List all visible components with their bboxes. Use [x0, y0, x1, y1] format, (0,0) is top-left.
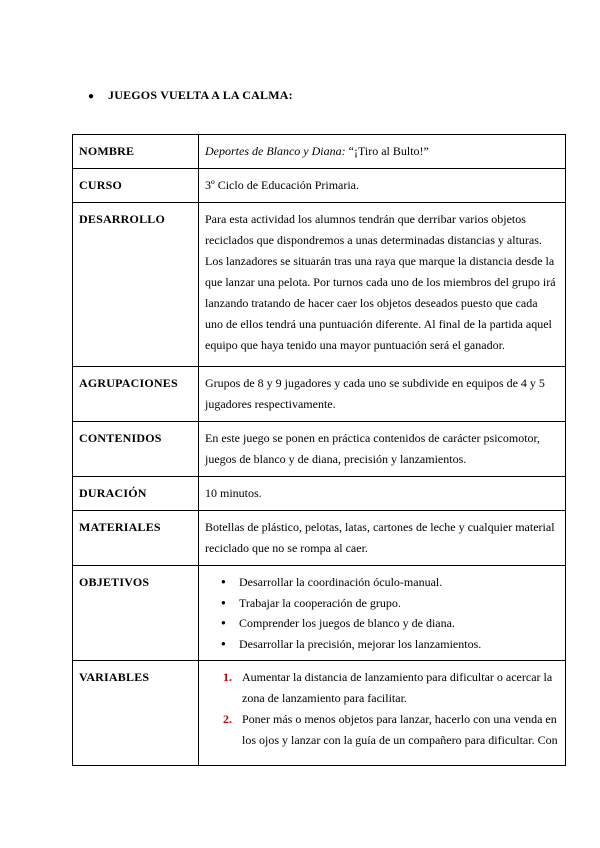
- list-item: ● Desarrollar la precisión, mejorar los lanzamientos.: [239, 634, 558, 655]
- row-duracion: [73, 477, 566, 511]
- row-nombre: [73, 135, 566, 169]
- row-objetivos: [73, 566, 566, 661]
- list-item: ● Desarrollar la coordinación óculo-manual.: [239, 572, 558, 593]
- value-agrupaciones: Grupos de 8 y 9 jugadores y cada uno se subdivide en equipos de 4 y 5 jugadores respectivamente.: [199, 367, 566, 422]
- row-desarrollo: [73, 203, 566, 367]
- list-item: [223, 667, 558, 709]
- section-title: [88, 88, 293, 103]
- item-text: Aumentar la distancia de lanzamiento para dificultar o acercar la zona de lanzamiento para facilitar.: [242, 670, 553, 705]
- section-title-text: JUEGOS VUELTA A LA CALMA:: [108, 88, 293, 102]
- value-objetivos: [199, 566, 566, 661]
- variables-list: [205, 667, 558, 751]
- row-agrupaciones: [73, 367, 566, 422]
- list-item: ● Comprender los juegos de blanco y de diana.: [239, 613, 558, 634]
- game-category: Deportes de Blanco y Diana:: [205, 144, 346, 158]
- list-item: [223, 709, 558, 751]
- label-objetivos: OBJETIVOS: [73, 566, 199, 661]
- game-name: “¡Tiro al Bulto!”: [345, 144, 429, 158]
- item-number: 1.: [223, 670, 232, 684]
- row-materiales: [73, 511, 566, 566]
- value-variables: [199, 661, 566, 766]
- label-desarrollo: DESARROLLO: [73, 203, 199, 367]
- row-variables: [73, 661, 566, 766]
- value-nombre: [199, 135, 566, 169]
- label-nombre: NOMBRE: [73, 135, 199, 169]
- label-curso: CURSO: [73, 169, 199, 203]
- value-desarrollo: [199, 203, 566, 367]
- value-duracion: 10 minutos.: [199, 477, 566, 511]
- item-text: Poner más o menos objetos para lanzar, hacerlo con una venda en los ojos y lanzar con la guía de un compañero para dificultar. Con: [242, 712, 558, 747]
- label-duracion: DURACIÓN: [73, 477, 199, 511]
- row-curso: [73, 169, 566, 203]
- label-variables: VARIABLES: [73, 661, 199, 766]
- desarrollo-text: Para esta actividad los alumnos tendrán que derribar varios objetos reciclados que dispondremos a unas determinadas distancias y alturas. Los lanzadores se situarán tras una raya que marque la distancia desde la que lanzar una pelota. Por turnos cada uno de los miembros del grupo irá lanzando tratando de hacer caer los objetos deseados puesto que cada uno de ellos tendrá una puntuación diferente. Al final de la partida aquel equipo que haya tenido una mayor puntuación será el ganador.: [205, 212, 556, 352]
- bullet-icon: ●: [88, 91, 95, 102]
- value-curso: 3º Ciclo de Educación Primaria.: [199, 169, 566, 203]
- row-contenidos: [73, 422, 566, 477]
- objetivos-list: [205, 572, 558, 654]
- label-agrupaciones: AGRUPACIONES: [73, 367, 199, 422]
- item-number: 2.: [223, 712, 232, 726]
- game-sheet-table: [72, 134, 566, 766]
- value-contenidos: En este juego se ponen en práctica contenidos de carácter psicomotor, juegos de blanco y de diana, precisión y lanzamientos.: [199, 422, 566, 477]
- list-item: ● Trabajar la cooperación de grupo.: [239, 593, 558, 614]
- value-materiales: Botellas de plástico, pelotas, latas, cartones de leche y cualquier material reciclado que no se rompa al caer.: [199, 511, 566, 566]
- label-materiales: MATERIALES: [73, 511, 199, 566]
- label-contenidos: CONTENIDOS: [73, 422, 199, 477]
